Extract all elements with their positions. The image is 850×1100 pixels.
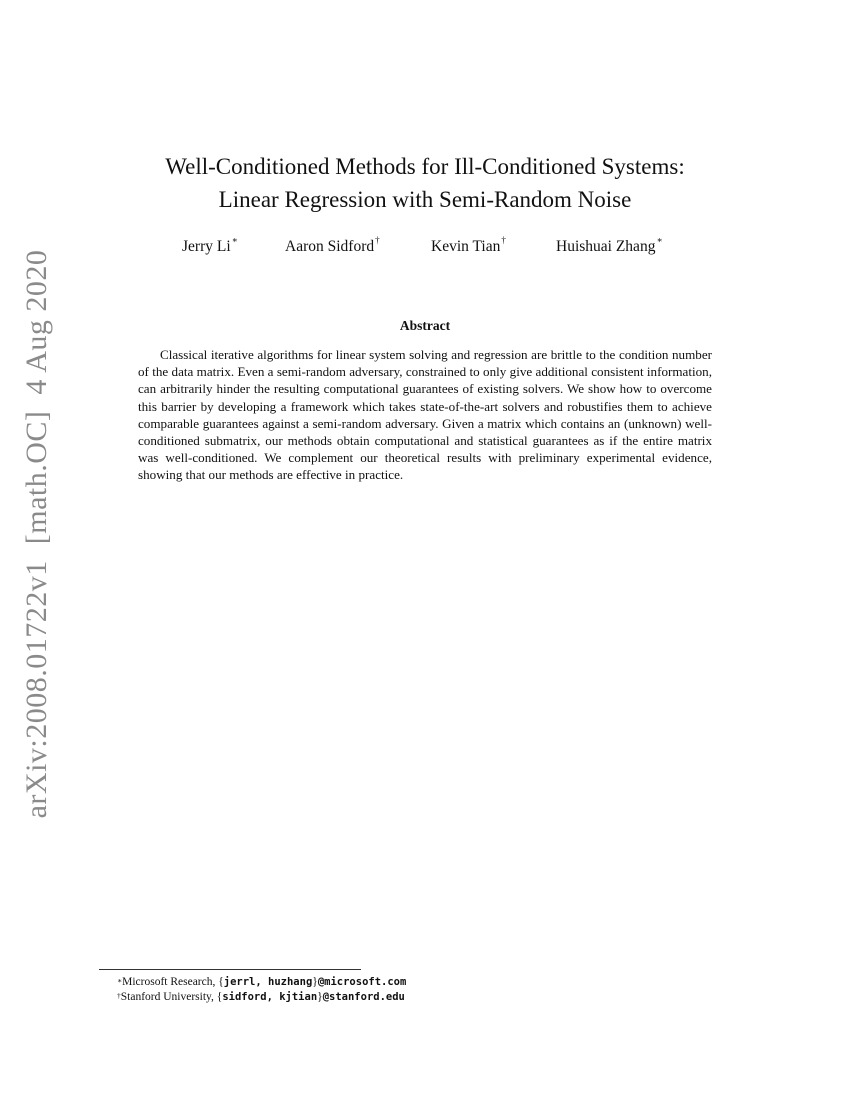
abstract-text: Classical iterative algorithms for linear system solving and regression are brittle to the condition number of the data matrix. Even a semi-random adversary, constrained to only give additional consistent information, can arbitrarily hinder the resulting computational guarantees of existing solvers. We show how to overcome this barrier by developing a framework which takes state-of-the-art solvers and robustifies them to achieve comparable guarantees against a semi-random adversary. Given a matrix which contains an (unknown) well-conditioned submatrix, our methods obtain computational and statistical guarantees as if the entire matrix was well-conditioned. We complement our theoretical results with preliminary experimental evidence, showing that our methods are effective in practice. xyxy=(138,347,712,483)
author-list xyxy=(0,235,850,262)
author-kevin-tian xyxy=(431,235,506,256)
footnote-rule xyxy=(99,969,361,970)
author-mark: ∗ xyxy=(656,235,663,245)
title-line-1: Well-Conditioned Methods for Ill-Conditioned Systems: xyxy=(165,154,685,179)
footnote-affiliation: Stanford University, xyxy=(120,991,217,1003)
arxiv-category: [math.OC] xyxy=(20,410,53,545)
author-aaron-sidford xyxy=(285,235,380,256)
footnote-email-domain: @microsoft.com xyxy=(317,976,407,988)
author-mark: ∗ xyxy=(231,235,238,245)
footnote-affiliation: Microsoft Research, xyxy=(122,976,219,988)
footnote-stanford xyxy=(117,990,406,1005)
footnote-handles: sidford, kjtian xyxy=(222,991,318,1003)
footnotes xyxy=(117,975,406,1005)
footnote-mark: ∗ xyxy=(117,976,123,985)
arxiv-id: arXiv:2008.01722v1 xyxy=(20,560,53,819)
author-name: Jerry Li xyxy=(182,238,231,255)
footnote-brace-close: } xyxy=(312,976,318,988)
footnote-handles: jerrl, huzhang xyxy=(223,976,313,988)
paper-title xyxy=(0,150,850,216)
footnote-brace-open: { xyxy=(218,976,224,988)
footnote-mark: † xyxy=(117,991,121,1000)
author-jerry-li xyxy=(182,235,238,256)
footnote-email-domain: @stanford.edu xyxy=(322,991,405,1003)
abstract-heading: Abstract xyxy=(399,318,451,333)
arxiv-stamp xyxy=(20,250,54,819)
footnote-brace-close: } xyxy=(317,991,323,1003)
author-name: Aaron Sidford xyxy=(285,238,375,255)
author-name: Huishuai Zhang xyxy=(556,238,656,255)
author-mark: † xyxy=(375,235,380,245)
footnote-brace-open: { xyxy=(216,991,223,1003)
author-huishuai-zhang xyxy=(556,235,663,256)
author-name: Kevin Tian xyxy=(431,238,501,255)
title-line-2: Linear Regression with Semi-Random Noise xyxy=(218,187,632,212)
footnote-microsoft xyxy=(117,975,406,990)
arxiv-date: 4 Aug 2020 xyxy=(20,249,53,395)
author-mark: † xyxy=(501,235,506,245)
